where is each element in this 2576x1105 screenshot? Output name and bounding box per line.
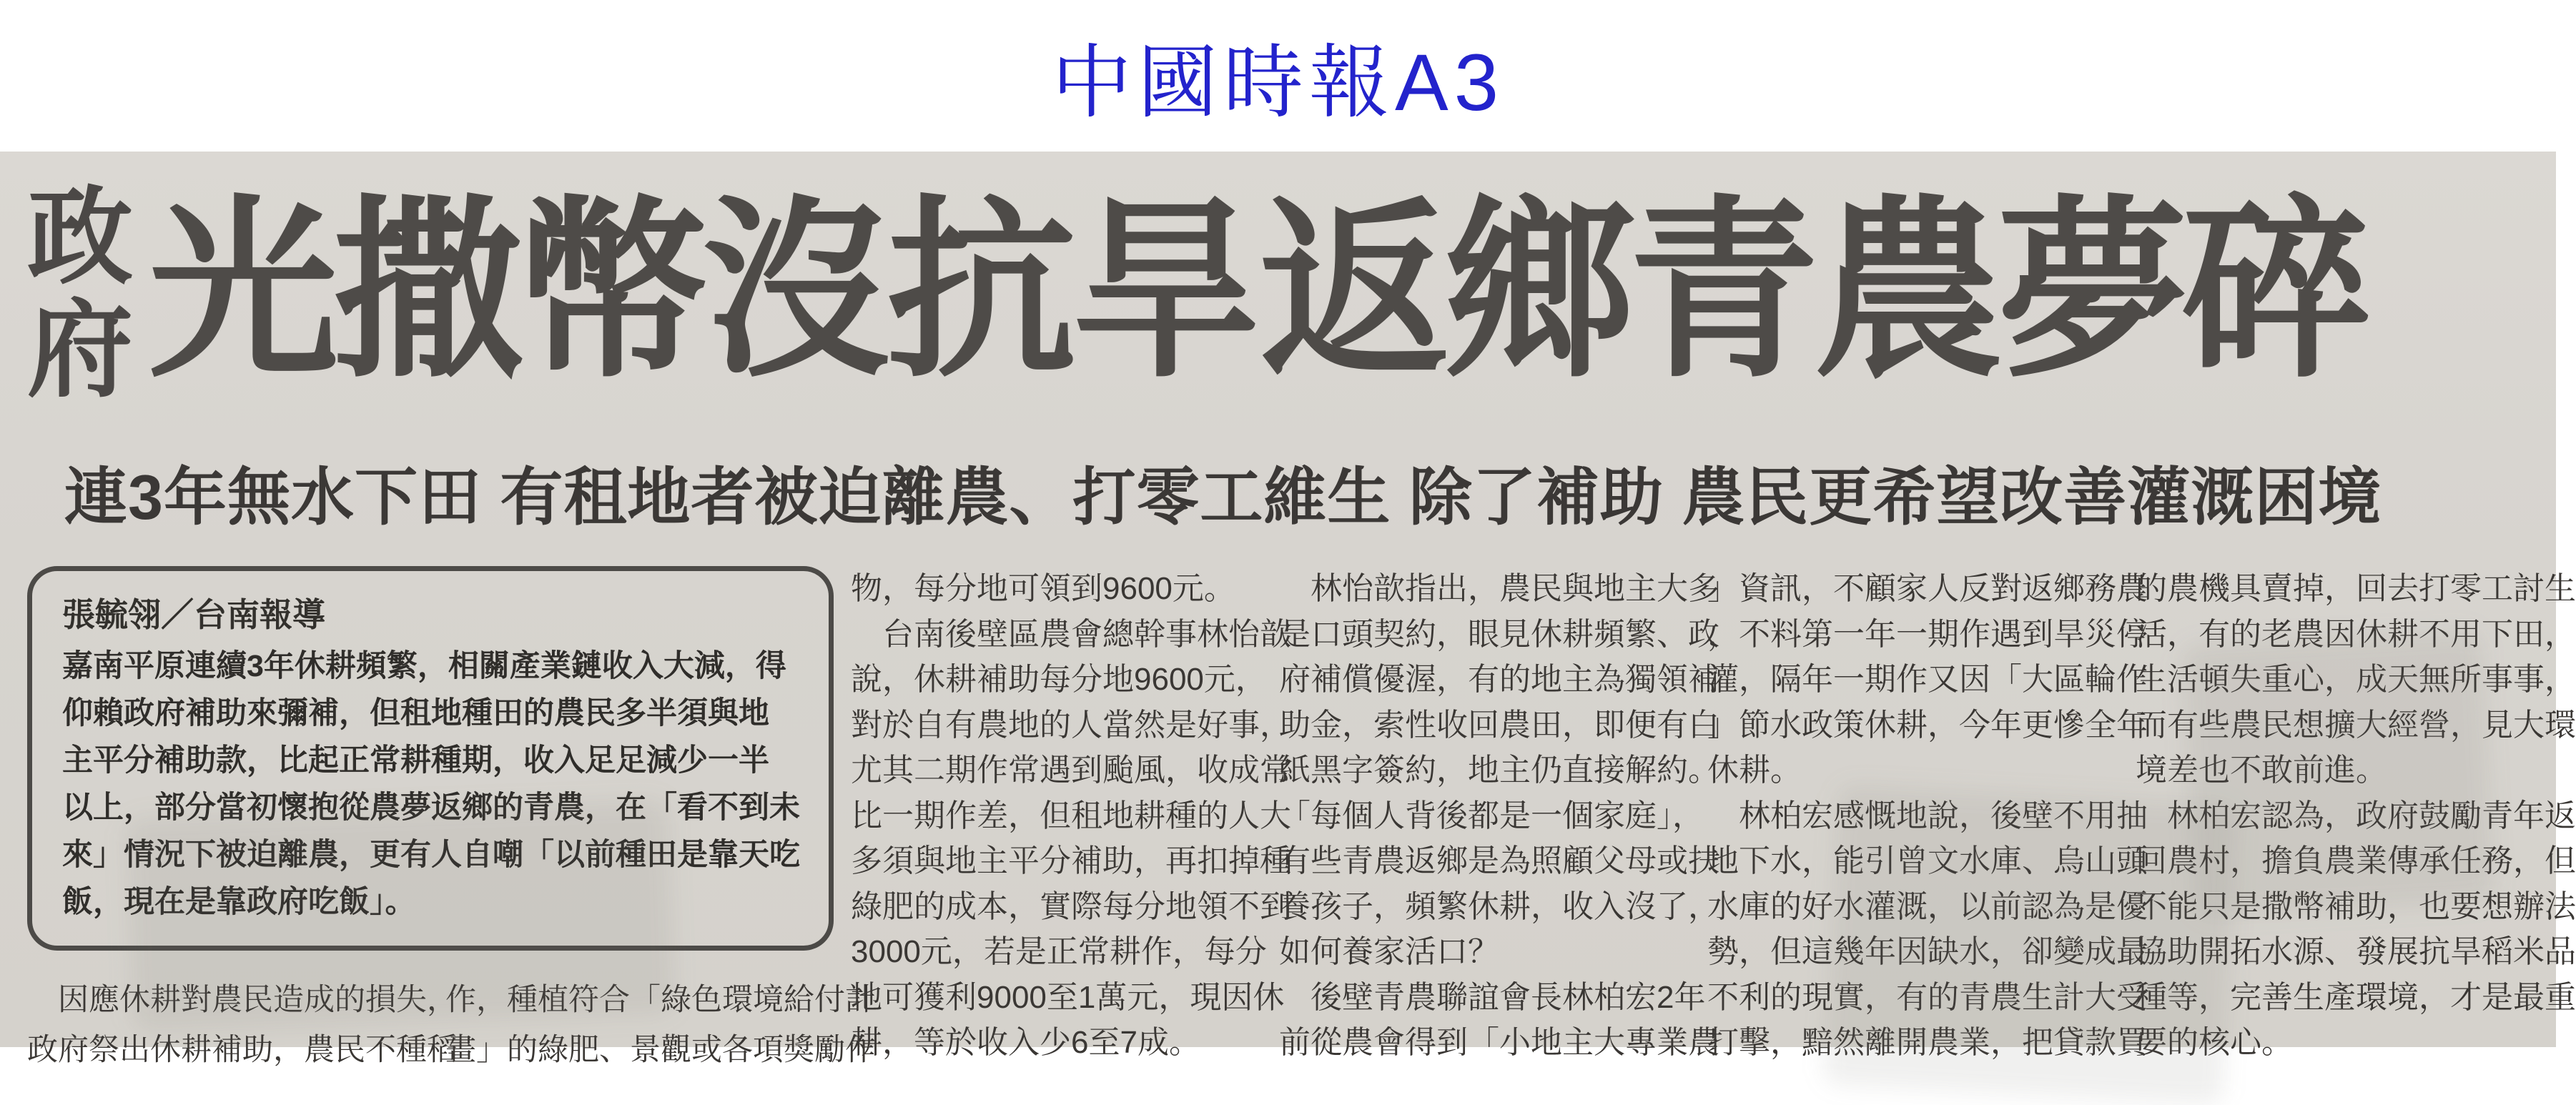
text-line: 而有些農民想擴大經營，見大環 <box>2136 707 2576 743</box>
text-line: 耕，等於收入少6至7成。 <box>851 1025 1200 1060</box>
body-column-3 <box>1707 566 2148 1075</box>
text-line: 因應休耕對農民造成的損失， <box>27 983 458 1017</box>
text-line: 林柏宏感慨地說，後壁不用抽 <box>1707 798 2148 833</box>
text-line: 作，種植符合「綠色環境給付計 <box>445 983 876 1017</box>
text-line: 府補償優渥，有的地主為獨領補 <box>1279 662 1719 697</box>
text-line: 後壁青農聯誼會長林柏宏2年 <box>1279 979 1706 1015</box>
text-line: 飯，現在是靠政府吃飯」。 <box>62 885 416 919</box>
text-line: 以上，部分當初懷抱從農夢返鄉的青農，在「看不到未 <box>62 791 800 825</box>
text-line: 地可獲利9000至1萬元，現因休 <box>851 979 1285 1015</box>
text-line: 休耕。 <box>1707 753 1802 788</box>
text-line: 畫」的綠肥、景觀或各項獎勵作 <box>445 1033 876 1067</box>
text-line: 不能只是撒幣補助，也要想辦法 <box>2136 888 2576 924</box>
text-line: 生活頓失重心，成天無所事事， <box>2136 662 2576 697</box>
text-line: 嘉南平原連續3年休耕頻繁，相關產業鏈收入大減，得 <box>62 649 786 683</box>
text-line: 對於自有農地的人當然是好事， <box>851 707 1291 743</box>
newspaper-clipping <box>0 152 2576 1067</box>
masthead-strip <box>0 0 2556 152</box>
text-line: 林怡歆指出，農民與地主大多 <box>1279 571 1719 606</box>
text-line: 地下水，能引曾文水庫、烏山頭 <box>1707 843 2148 878</box>
text-line: 要的核心。 <box>2136 1025 2293 1060</box>
headline <box>27 176 2556 410</box>
body-column-4 <box>2136 566 2576 1075</box>
body-column-2 <box>1279 566 1719 1075</box>
masthead-title: 中國時報A3 <box>1052 37 1504 127</box>
text-line: 養孩子，頻繁休耕，收入沒了， <box>1279 888 1719 924</box>
text-line: 助金，索性收回農田，即便有白 <box>1279 707 1719 743</box>
text-line: 種等，完善生產環境，才是最重 <box>2136 979 2576 1015</box>
text-line: 不利的現實，有的青農生計大受 <box>1707 979 2148 1015</box>
body-column-1 <box>851 566 1291 1075</box>
headline-kicker: 政府 <box>27 179 133 410</box>
text-line: 」節水政策休耕，今年更慘全年 <box>1707 707 2148 743</box>
text-line: 水庫的好水灌溉，以前認為是優 <box>1707 888 2148 924</box>
headline-main: 光撒幣沒抗旱 返鄉青農夢碎 <box>149 183 2367 400</box>
text-line: 活，有的老農因休耕不用下田， <box>2136 616 2576 652</box>
text-line: 是口頭契約，眼見休耕頻繁、政 <box>1279 616 1719 652</box>
text-line: ，不料第一年一期作遇到旱災停 <box>1707 616 2148 652</box>
lead-paragraph <box>62 643 800 926</box>
text-line: 來」情況下被迫離農，更有人自嘲「以前種田是靠天吃 <box>62 838 800 872</box>
text-line: 境差也不敢前進。 <box>2136 753 2387 788</box>
text-line: 物，每分地可領到9600元。 <box>851 571 1235 606</box>
text-line: 尤其二期作常遇到颱風，收成常 <box>851 753 1291 788</box>
text-line: 政府祭出休耕補助，農民不種稻 <box>27 1033 458 1067</box>
text-line: 協助開拓水源、發展抗旱稻米品 <box>2136 934 2576 969</box>
text-line: 勢，但這幾年因缺水，卻變成最 <box>1707 934 2148 969</box>
lead-box <box>27 566 834 951</box>
text-line: 「每個人背後都是一個家庭」， <box>1279 798 1704 833</box>
text-line: 說，休耕補助每分地9600元， <box>851 662 1267 697</box>
article-body <box>27 566 2576 1075</box>
article-left-block <box>27 566 876 1075</box>
text-line: 如何養家活口？ <box>1279 934 1499 969</box>
below-box-columns <box>27 975 876 1075</box>
text-line: 有些青農返鄉是為照顧父母或扶 <box>1279 843 1719 878</box>
byline: 張毓翎／台南報導 <box>62 596 325 633</box>
text-line: 紙黑字簽約，地主仍直接解約。 <box>1279 753 1719 788</box>
text-line: 的農機具賣掉，回去打零工討生 <box>2136 571 2576 606</box>
text-line: 3000元，若是正常耕作，每分 <box>851 934 1267 969</box>
body-subcolumn-2 <box>445 975 876 1075</box>
subheadline: 連3年無水下田 有租地者被迫離農、打零工維生 除了補助 農民更希望改善灌溉困境 <box>64 462 2382 532</box>
text-line: 綠肥的成本，實際每分地領不到 <box>851 888 1291 924</box>
text-line: 比一期作差，但租地耕種的人大 <box>851 798 1291 833</box>
body-subcolumn-1 <box>27 975 458 1075</box>
text-line: 打擊，黯然離開農業，把貸款買 <box>1707 1025 2148 1060</box>
text-line: 灌，隔年一期作又因「大區輪作 <box>1707 662 2148 697</box>
text-line: 台南後壁區農會總幹事林怡歆 <box>851 616 1291 652</box>
text-line: 前從農會得到「小地主大專業農 <box>1279 1025 1719 1060</box>
text-line: 林柏宏認為，政府鼓勵青年返 <box>2136 798 2576 833</box>
text-line: 仰賴政府補助來彌補，但租地種田的農民多半須與地 <box>62 696 769 730</box>
text-line: 回農村，擔負農業傳承任務，但 <box>2136 843 2576 878</box>
text-line: 」資訊，不顧家人反對返鄉務農 <box>1707 571 2148 606</box>
text-line: 主平分補助款，比起正常耕種期，收入足足減少一半 <box>62 743 769 778</box>
text-line: 多須與地主平分補助，再扣掉種 <box>851 843 1291 878</box>
